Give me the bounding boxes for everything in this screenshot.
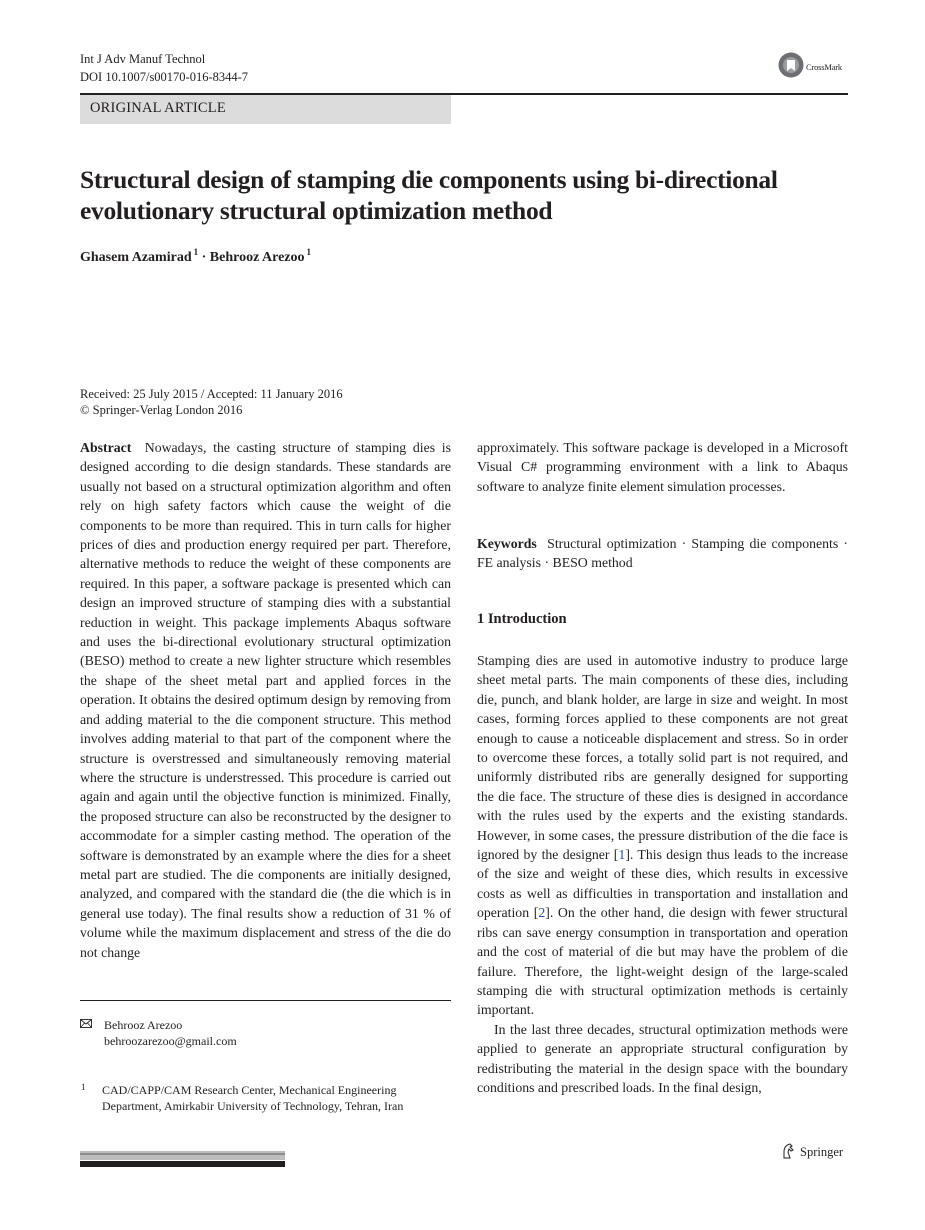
- section-heading-introduction: 1 Introduction: [477, 611, 567, 627]
- keywords-label: Keywords: [477, 536, 537, 551]
- affiliation-line-1: CAD/CAPP/CAM Research Center, Mechanical Engineering: [102, 1083, 397, 1097]
- introduction-body: [477, 651, 848, 1097]
- intro-paragraph-2: In the last three decades, structural optimization methods were applied to generate an appropriate structural configuration by redistributing the material in the design space with the boundary conditions and prescribed loads. In the final design,: [477, 1021, 848, 1095]
- title-line-2: evolutionary structural optimization method: [80, 196, 553, 225]
- citation-link-2[interactable]: 2: [538, 905, 546, 921]
- crossmark-label: CrossMark: [806, 62, 842, 72]
- corresponding-name: Behrooz Arezoo: [104, 1018, 183, 1032]
- affiliation: [102, 1082, 403, 1114]
- affiliation-number: 1: [81, 1082, 86, 1092]
- copyright: © Springer-Verlag London 2016: [80, 403, 243, 417]
- keywords: [477, 534, 848, 573]
- corresponding-author: [104, 1017, 237, 1049]
- article-title: [80, 164, 848, 226]
- author-affil-mark-2: 1: [306, 247, 312, 257]
- crossmark-icon[interactable]: [778, 52, 804, 78]
- citation-link-1[interactable]: 1: [618, 847, 626, 863]
- author-separator: ·: [201, 250, 207, 265]
- received-accepted: Received: 25 July 2015 / Accepted: 11 January 2016: [80, 387, 343, 401]
- intro-paragraph-1: [477, 651, 848, 1020]
- author-affil-mark-1: 1: [193, 247, 199, 257]
- barcode-strip: [80, 1151, 285, 1167]
- abstract-text-part1: Nowadays, the casting structure of stamping dies is designed according to die design standards. These standards are usually not based on a structural optimization algorithm and often rely on high safety factors which cause the weight of die components to be more than required. This in turn calls for higher prices of dies and production energy required per part. Therefore, alternative methods to reduce the weight of these components are required. In this paper, a software package is presented which can design an improved structure of stamping dies with a substantial reduction in weight. This package implements Abaqus software and uses the bi-directional evolutionary structural optimization (BESO) method to create a new lighter structure which resembles the shape of the sheet metal part and applied forces in the operation. It obtains the desired optimum design by removing from and adding material to the die component structure. This method involves adding material to that part of the component where the structure is overstressed and simultaneously removing material where the structure is understressed. This procedure is carried out again and again until the objective function is minimized. Finally, the proposed structure can also be reconstructed by the designer to accommodate for a simpler casting method. The operation of the software is demonstrated by an example where the dies for a sheet metal part are studied. The die components are initially designed, analyzed, and compared with the standard die (the die which is in general use today). The final results show a reduction of 31 % of volume while the maximum displacement and stress of the die do not change: [80, 440, 451, 960]
- springer-horse-icon: [781, 1143, 795, 1159]
- keywords-text: Structural optimization · Stamping die components · FE analysis · BESO method: [477, 536, 848, 571]
- doi[interactable]: DOI 10.1007/s00170-016-8344-7: [80, 70, 249, 84]
- journal-name: Int J Adv Manuf Technol: [80, 52, 206, 66]
- footnote-rule: [80, 1000, 451, 1001]
- abstract: [80, 438, 451, 962]
- title-line-1: Structural design of stamping die components using bi-directional: [80, 165, 778, 194]
- article-type: ORIGINAL ARTICLE: [90, 100, 226, 116]
- article-dates: [80, 386, 343, 418]
- corresponding-email[interactable]: behroozarezoo@gmail.com: [104, 1034, 237, 1048]
- abstract-continued: approximately. This software package is developed in a Microsoft Visual C# programming environment with a link to Abaqus software to analyze finite element simulation processes.: [477, 440, 848, 494]
- intro-p1-text-b: ]. This design thus leads to the increase of the size and weight of these dies, which results in excessive costs as well as difficulties in transportation and installation and operation [: [477, 847, 848, 921]
- author-name-1[interactable]: Ghasem Azamirad: [80, 250, 192, 265]
- intro-p1-text-c: ]. On the other hand, die design with fewer structural ribs can save energy consumption in transportation and operation and the cost of material of die but may have the problem of die failure. Therefore, the light-weight design of the large-scaled stamping die with structural optimization methods is certainly important.: [477, 905, 848, 1018]
- authors: [80, 247, 311, 266]
- author-name-2[interactable]: Behrooz Arezoo: [209, 250, 305, 265]
- affiliation-line-2: Department, Amirkabir University of Technology, Tehran, Iran: [102, 1099, 404, 1113]
- publisher-name: Springer: [800, 1145, 844, 1159]
- envelope-icon: [80, 1019, 92, 1028]
- intro-p1-text-a: Stamping dies are used in automotive industry to produce large sheet metal parts. The main components of these dies, including die, punch, and blank holder, are large in size and weight. In most cases, forming forces applied to these components are not great enough to cause a noticeable displacement and stress. So in order to overcome these forces, a totally solid part is not required, and uniformly distributed ribs are generally designed for supporting the die face. The structure of these dies is designed in accordance with the rules used by the experts and the existing standards. However, in some cases, the pressure distribution of the die face is ignored by the designer [: [477, 653, 848, 863]
- abstract-label: Abstract: [80, 440, 132, 455]
